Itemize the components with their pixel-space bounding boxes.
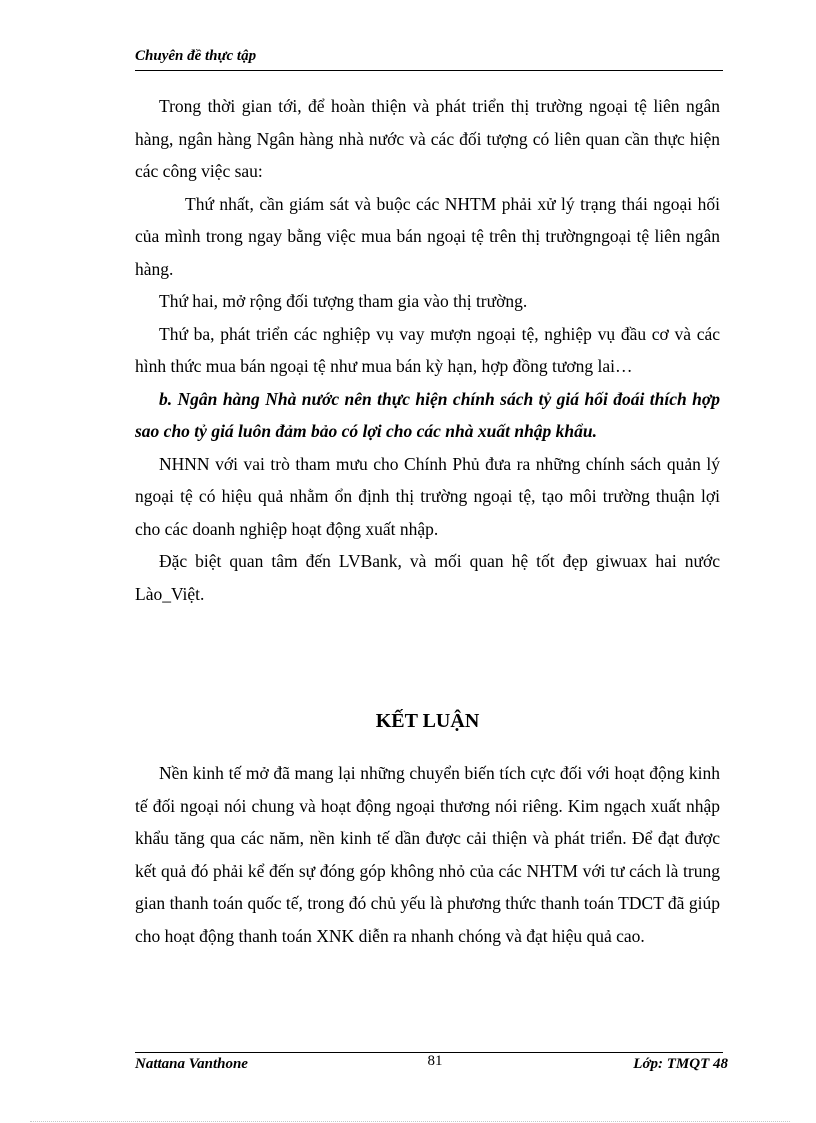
- paragraph-lvbank: Đặc biệt quan tâm đến LVBank, và mối quan hệ tốt đẹp giwuax hai nước Lào_Việt.: [135, 551, 720, 604]
- page-number: 81: [427, 1053, 443, 1069]
- conclusion-text: Nền kinh tế mở đã mang lại những chuyển biến tích cực đối với hoạt động kinh tế đối ngoại nói chung và hoạt động ngoại thương nói riêng. Kim ngạch xuất nhập khẩu tăng qua các năm, nền kinh tế dần được cải thiện và phát triển. Để đạt được kết quả đó phải kể đến sự đóng góp không nhỏ của các NHTM với tư cách là trung gian thanh toán quốc tế, trong đó chủ yếu là phương thức thanh toán TDCT đã giúp cho hoạt động thanh toán XNK diễn ra nhanh chóng và đạt hiệu quả cao.: [135, 763, 720, 946]
- page-edge: [30, 1121, 790, 1122]
- paragraph-nhnn: NHNN với vai trò tham mưu cho Chính Phủ đưa ra những chính sách quản lý ngoại tệ có hiệu quả nhằm ổn định thị trường ngoại tệ, tạo môi trường thuận lợi cho các doanh nghiệp hoạt động xuất nhập.: [135, 453, 720, 539]
- conclusion-heading: KẾT LUẬN: [375, 710, 480, 732]
- footer-class: Lớp: TMQT 48: [633, 1056, 728, 1072]
- body-text: [135, 90, 720, 610]
- footer-author: Nattana Vanthone: [135, 1056, 248, 1072]
- subheading-b: b. Ngân hàng Nhà nước nên thực hiện chính sách tỷ giá hối đoái thích hợp sao cho tỷ giá luôn đảm bảo có lợi cho các nhà xuất nhập khẩu.: [135, 388, 720, 441]
- paragraph-third: Thứ ba, phát triển các nghiệp vụ vay mượn ngoại tệ, nghiệp vụ đầu cơ và các hình thức mua bán ngoại tệ như mua bán kỳ hạn, hợp đồng tương lai…: [135, 323, 720, 376]
- page-header: [135, 48, 723, 71]
- header-title: Chuyên đề thực tập: [135, 48, 257, 64]
- paragraph-intro: Trong thời gian tới, để hoàn thiện và phát triển thị trường ngoại tệ liên ngân hàng, ngân hàng Ngân hàng nhà nước và các đối tượng có liên quan cần thực hiện các công việc sau:: [135, 96, 720, 181]
- paragraph-first: Thứ nhất, cần giám sát và buộc các NHTM phải xử lý trạng thái ngoại hối của mình trong ngay bằng việc mua bán ngoại tệ trên thị trườngngoại tệ liên ngân hàng.: [135, 193, 720, 279]
- paragraph-second: Thứ hai, mở rộng đối tượng tham gia vào thị trường.: [159, 291, 528, 311]
